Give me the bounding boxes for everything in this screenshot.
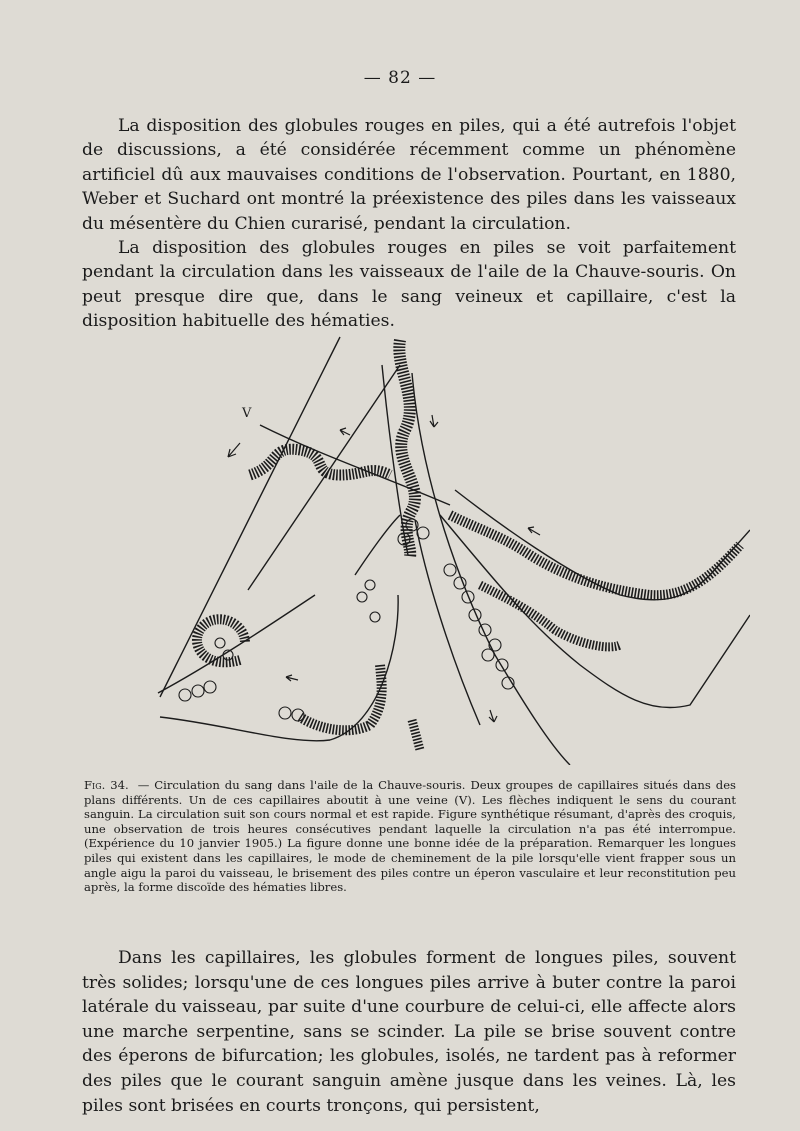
top-text <box>82 114 736 334</box>
figure-caption <box>84 778 736 895</box>
figure-bat-wing-circulation <box>150 325 750 765</box>
flow-arrows <box>228 415 540 722</box>
paragraph-3: Dans les capillaires, les globules forment de longues piles, souvent très solides; lorsqu'une de ces longues piles arrive à buter contre la paroi latérale du vaisseau, par suite d'une courbure de celui-ci, elle affecte alors une marche serpentine, sans se scinder. La pile se brise souvent contre des éperons de bifurcation; les globules, isolés, ne tardent pas à reformer des piles que le courant sanguin amène jusque dans les veines. Là, les piles sont brisées en courts tronçons, qui persistent, <box>82 948 736 1116</box>
free-erythrocytes <box>179 519 514 721</box>
bottom-text <box>82 946 736 1118</box>
paragraph-1: La disposition des globules rouges en piles, qui a été autrefois l'objet de discussions, a été considérée récemment comme un phénomène artificiel dû aux mauvaises conditions de l'observation. Pourtant, en 1880, Weber et Suchard ont montré la préexistence des piles dans les vaisseaux du mésentère du Chien curarisé, pendant la circulation. <box>82 116 736 234</box>
paragraph-2: La disposition des globules rouges en piles se voit parfaitement pendant la circulation dans les vaisseaux de l'aile de la Chauve-souris. On peut presque dire que, dans le sang veineux et capillaire, c'est la disposition habituelle des hématies. <box>82 238 736 332</box>
caption-label: Fig. 34. <box>84 778 129 792</box>
caption-text: — Circulation du sang dans l'aile de la Chauve-souris. Deux groupes de capillaires situés dans des plans différents. Un de ces capillaires aboutit à une veine (V). Les flèches indiquent le sens du courant sanguin. La circulation suit son cours normal et est rapide. Figure synthétique résumant, d'après des croquis, une observation de trois heures consécutives pendant laquelle la circulation n'a pas été interrompue. (Expérience du 10 janvier 1905.) La figure donne une bonne idée de la préparation. Remarquer les longues piles qui existent dans les capillaires, le mode de cheminement de la pile lorsqu'elle vient frapper sous un angle aigu la paroi du vaisseau, le brisement des piles contre un éperon vasculaire et leur reconstitution peu après, la forme discoïde des hématies libres. <box>84 778 737 895</box>
figure-illustration <box>150 325 750 765</box>
vein-label: V <box>242 406 252 421</box>
page-number: — 82 — <box>363 68 437 88</box>
